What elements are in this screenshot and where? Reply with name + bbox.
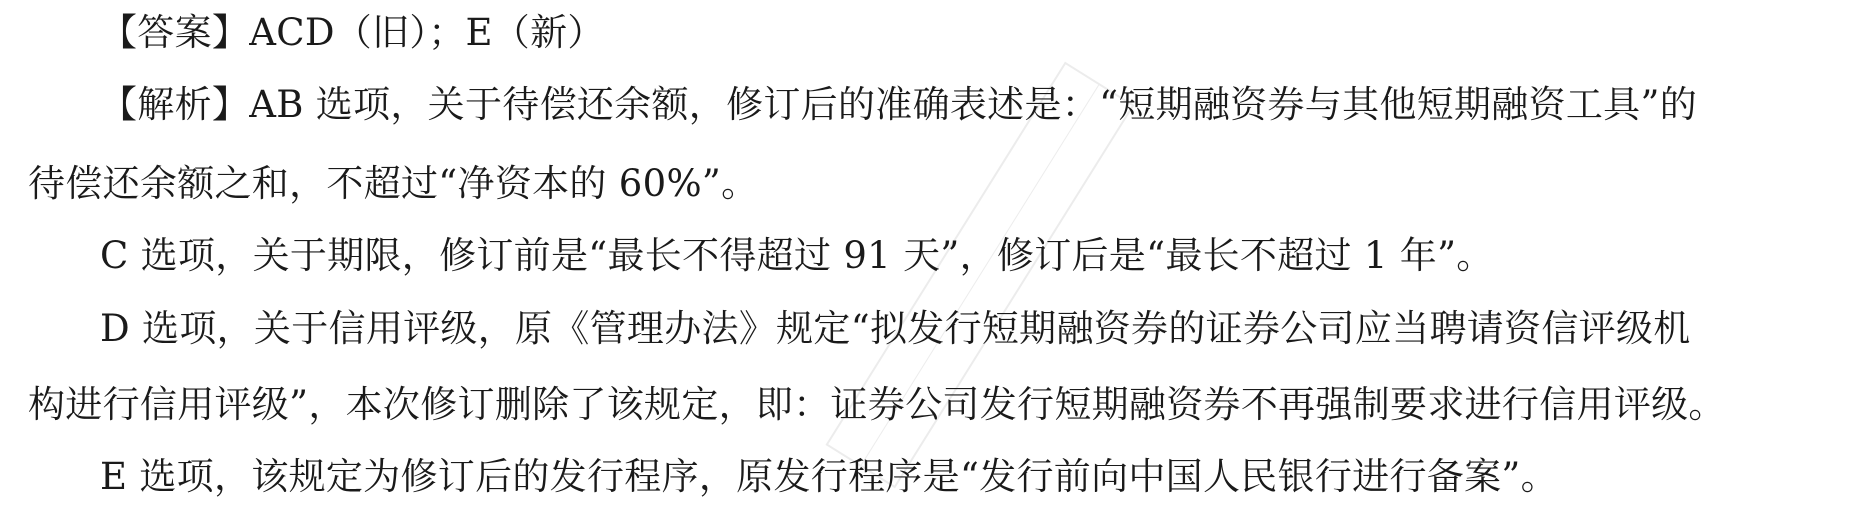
option-c-line: C 选项，关于期限，修订前是“最长不得超过 91 天”，修订后是“最长不超过 1 年”。	[100, 234, 1494, 277]
analysis-line-1: 【解析】AB 选项，关于待偿还余额，修订后的准确表述是：“短期融资券与其他短期融资工具”的	[100, 83, 1697, 126]
analysis-line-2: 待偿还余额之和，不超过“净资本的 60%”。	[28, 162, 759, 205]
option-e-line: E 选项，该规定为修订后的发行程序，原发行程序是“发行前向中国人民银行进行备案”。	[100, 455, 1558, 498]
option-d-line-1: D 选项，关于信用评级，原《管理办法》规定“拟发行短期融资券的证券公司应当聘请资信评级机	[100, 307, 1691, 350]
answer-line: 【答案】ACD（旧）；E（新）	[100, 11, 605, 54]
option-d-line-2: 构进行信用评级”，本次修订删除了该规定，即：证券公司发行短期融资券不再强制要求进行信用评级。	[28, 383, 1726, 426]
